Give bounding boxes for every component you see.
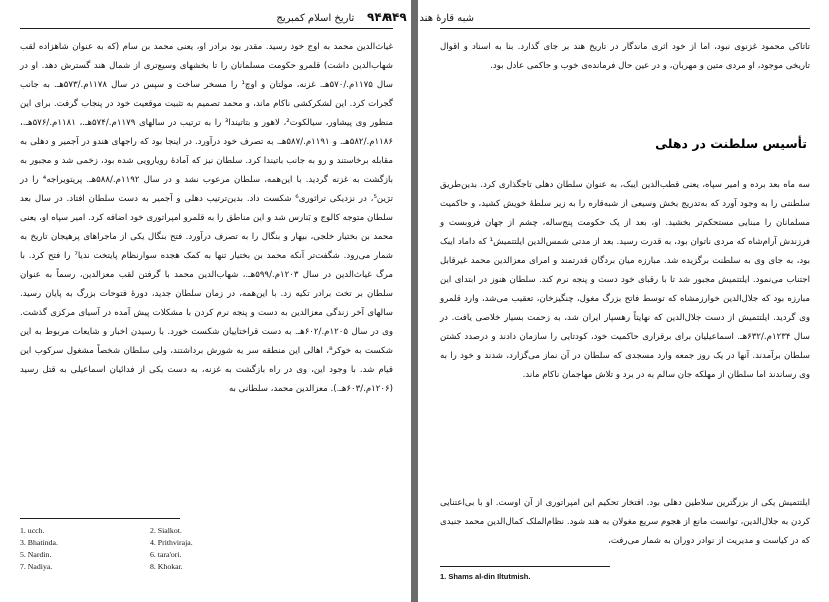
right-paragraph-1: سه ماه بعد برده و امیر سپاه، یعنی قطب‌الدین ایبک، به عنوان سلطان دهلی تاجگذاری کرد. بدین‌طریق سلطنتی را به وجود آورد که به‌تدریج بخش وسیعی از شبه‌قاره را به زیر سلطهٔ خویش کشید، و حاکمیت مسلمانان را مبنایی مستحکم‌تر بخشید. او، بعد از یک حکومت پنج‌ساله، چشم از جهان فروبست و فرزندش آرام‌شاه که مردی ناتوان بود، به قدرت رسید. بعد از مدتی شمس‌الدین ایلتتمیش¹ که داماد ایبک بود، به جای وی به سلطنت برگزیده شد. مبارزه میان بردگان قدرتمند و امرای معزالدین محمد غیرقابل اجتناب می‌نمود. ایلتتمیش مجبور شد تا با رقبای خود دست و پنجه نرم کند. سلطان هنوز در ابتدای این مبارزه بود که جلال‌الدین خوارزمشاه که توسط فاتح بزرگ مغول، چنگیزخان، تعقیب می‌شد، وارد قلمرو وی گردید. ایلتتمیش از دست جلال‌الدین که نهایتاً رهسپار ایران شد، به زحمت بسیار خلاصی یافت. در سال ۱۲۳۴م./۶۳۲هـ. اسماعیلیان برای برقراری حاکمیت خود، کودتایی را سازمان دادند و درصدد کشتن سلطان برآمدند. آنها در یک روز جمعه وارد مسجدی که سلطان در آن نماز می‌گزارد، شدند و خود را به وی رساندند اما سلطان از مهلکه جان سالم به در برد و تلاش مهاجمان ناکام ماند. (440, 180, 810, 380)
footnote: 7. Nadiya. (20, 562, 53, 571)
left-footnotes (20, 526, 280, 571)
left-body-text (20, 38, 393, 508)
left-page-header (276, 10, 389, 24)
left-page (0, 0, 411, 602)
left-paragraph: غیاث‌الدین محمد به اوج خود رسید. مقدر بود برادر او، یعنی محمد بن سام (که به عنوان شاهزاده لقب شهاب‌الدین داشت) قلمرو حکومت مسلمانان را تا بخشهای وسیع‌تری از شمال هند گسترش دهد. او در سال ۱۱۷۵م./۵۷۰هـ. غزنه، مولتان و اوچ¹ را مسخر ساخت و سپس در سال ۱۱۷۸م./۵۷۳هـ. به جانب گجرات کرد. این لشکرکشی ناکام ماند، و محمد تصمیم به تثبیت موقعیت خود در پنجاب گرفت. برای این منظور وی پیشاور، سیالکوت²، لاهور و بتاتیندا³ را به ترتیب در سالهای ۱۱۷۹م./۵۷۴هـ.، ۱۱۸۱م./۵۷۶هـ.، ۱۱۸۶م./۵۸۲هـ. و ۱۱۹۱م./۵۸۷هـ. به تصرف خود درآورد. در اینجا بود که راجهای هندو در آجمیر و دهلی به مقابله برخاستند و رو به جانب باتیندا کرد. سلطان نیز که آمادهٔ رویارویی شده بود، زخمی شد و مجبور به بازگشت به غزنه گردید. با این‌همه، سلطان مرعوب نشد و در سال ۱۱۹۲م./۵۸۸هـ. پریتویراجه⁴ را در ترَین⁵، در نزدیکی تراثوری⁶ شکست داد. بدین‌ترتیب دهلی و آجمیر به دست سلطان افتاد. در سال بعد سلطان متوجه کالوج و بَنارس شد و این مناطق را به قلمرو امپراتوری خود اضافه کرد. امیر سپاه او، یعنی محمد بن بختیار خلجی، بیهار و بنگال را به تصرف درآورد. فتح بنگال یکی از ماجراهای پرهیجان تاریخ به شمار می‌رود. شگفت‌تر آنکه محمد بن بختیار تنها به کمک هجده سوارنظام پایتخت ندیا⁷ را فتح کرد. با مرگ غیاث‌الدین در سال ۱۲۰۳م./۵۹۹هـ.، شهاب‌الدین محمد با گرفتن لقب معزالدین، رسماً به عنوان سلطان بر تخت برادر تکیه زد. با این‌همه، در زمان سلطان جدید، دورهٔ فتوحات بزرگ به پایان رسید. سالهای آخر زندگی معزالدین به دست و پنجه نرم کردن با مشکلات پیش آمده در آسیای مرکزی گذشت. وی در سال ۱۲۰۵م./۶۰۲هـ. به دست قراختاییان شکست خورد. با رسیدن اخبار و شایعات مربوط به این شکست به خوکر⁸، اهالی این منطقه سر به شورش برداشتند، ولی سلطان شخصاً مشغول سرکوب این قیام شد. با وجود این، وی در راه بازگشت به غزنه، به دست یکی از فدائیان اسماعیلی به قتل رسید (۱۲۰۶م./۶۰۳هـ.). معزالدین محمد، سلطانی به (20, 42, 394, 394)
footnote: 5. Nardin. (20, 550, 52, 559)
right-body-text-2 (440, 494, 810, 552)
left-header-rule (20, 28, 393, 29)
footnote: 2. Sialkot. (150, 526, 182, 535)
right-footnote-rule (440, 566, 610, 567)
page-gutter (411, 0, 418, 602)
section-heading: تأسیس سلطنت در دهلی (655, 136, 807, 151)
right-body-text (440, 176, 810, 476)
right-intro-text (440, 38, 810, 98)
footnote: 4. Prithviraja. (150, 538, 193, 547)
right-page-header-title: شبه قارهٔ هند (419, 13, 474, 24)
right-header-rule (440, 28, 810, 29)
footnote: 6. tara'ori. (150, 550, 182, 559)
right-paragraph-2: ایلتتمیش یکی از بزرگترین سلاطین دهلی بود. افتخار تحکیم این امپراتوری از آن اوست. او با بی‌اعتنایی کردن به جلال‌الدین، توانست مانع از هجوم سریع مغولان به هند شود. نظام‌الملک کمال‌الدین محمد جنیدی که در کیاست و مدیریت از نوادر دوران به شمار می‌رفت، (440, 498, 810, 546)
left-footnote-rule (20, 518, 180, 519)
right-intro-paragraph: تاتاکی محمود غزنوی نبود، اما از خود اثری ماندگار در تاریخ هند بر جای گذارد. بنا به اسناد و اقوال تاریخی موجود، او مردی متین و مهربان، و در عین حال فرمانده‌ی خوب و حاکمی عادل بود. (440, 42, 810, 71)
right-footnote: 1. Shams al-din Iltutmish. (440, 572, 531, 581)
footnote: 1. ucch. (20, 526, 45, 535)
right-page-header (385, 10, 474, 24)
footnote: 8. Khokar. (150, 562, 183, 571)
right-page (384, 0, 829, 602)
left-page-number: ۹۴۸ (367, 10, 389, 24)
right-page-number: ۹۴۹ (384, 10, 407, 24)
left-page-header-title: تاریخ اسلام کمبریج (276, 13, 355, 24)
footnote: 3. Bhatinda. (20, 538, 58, 547)
